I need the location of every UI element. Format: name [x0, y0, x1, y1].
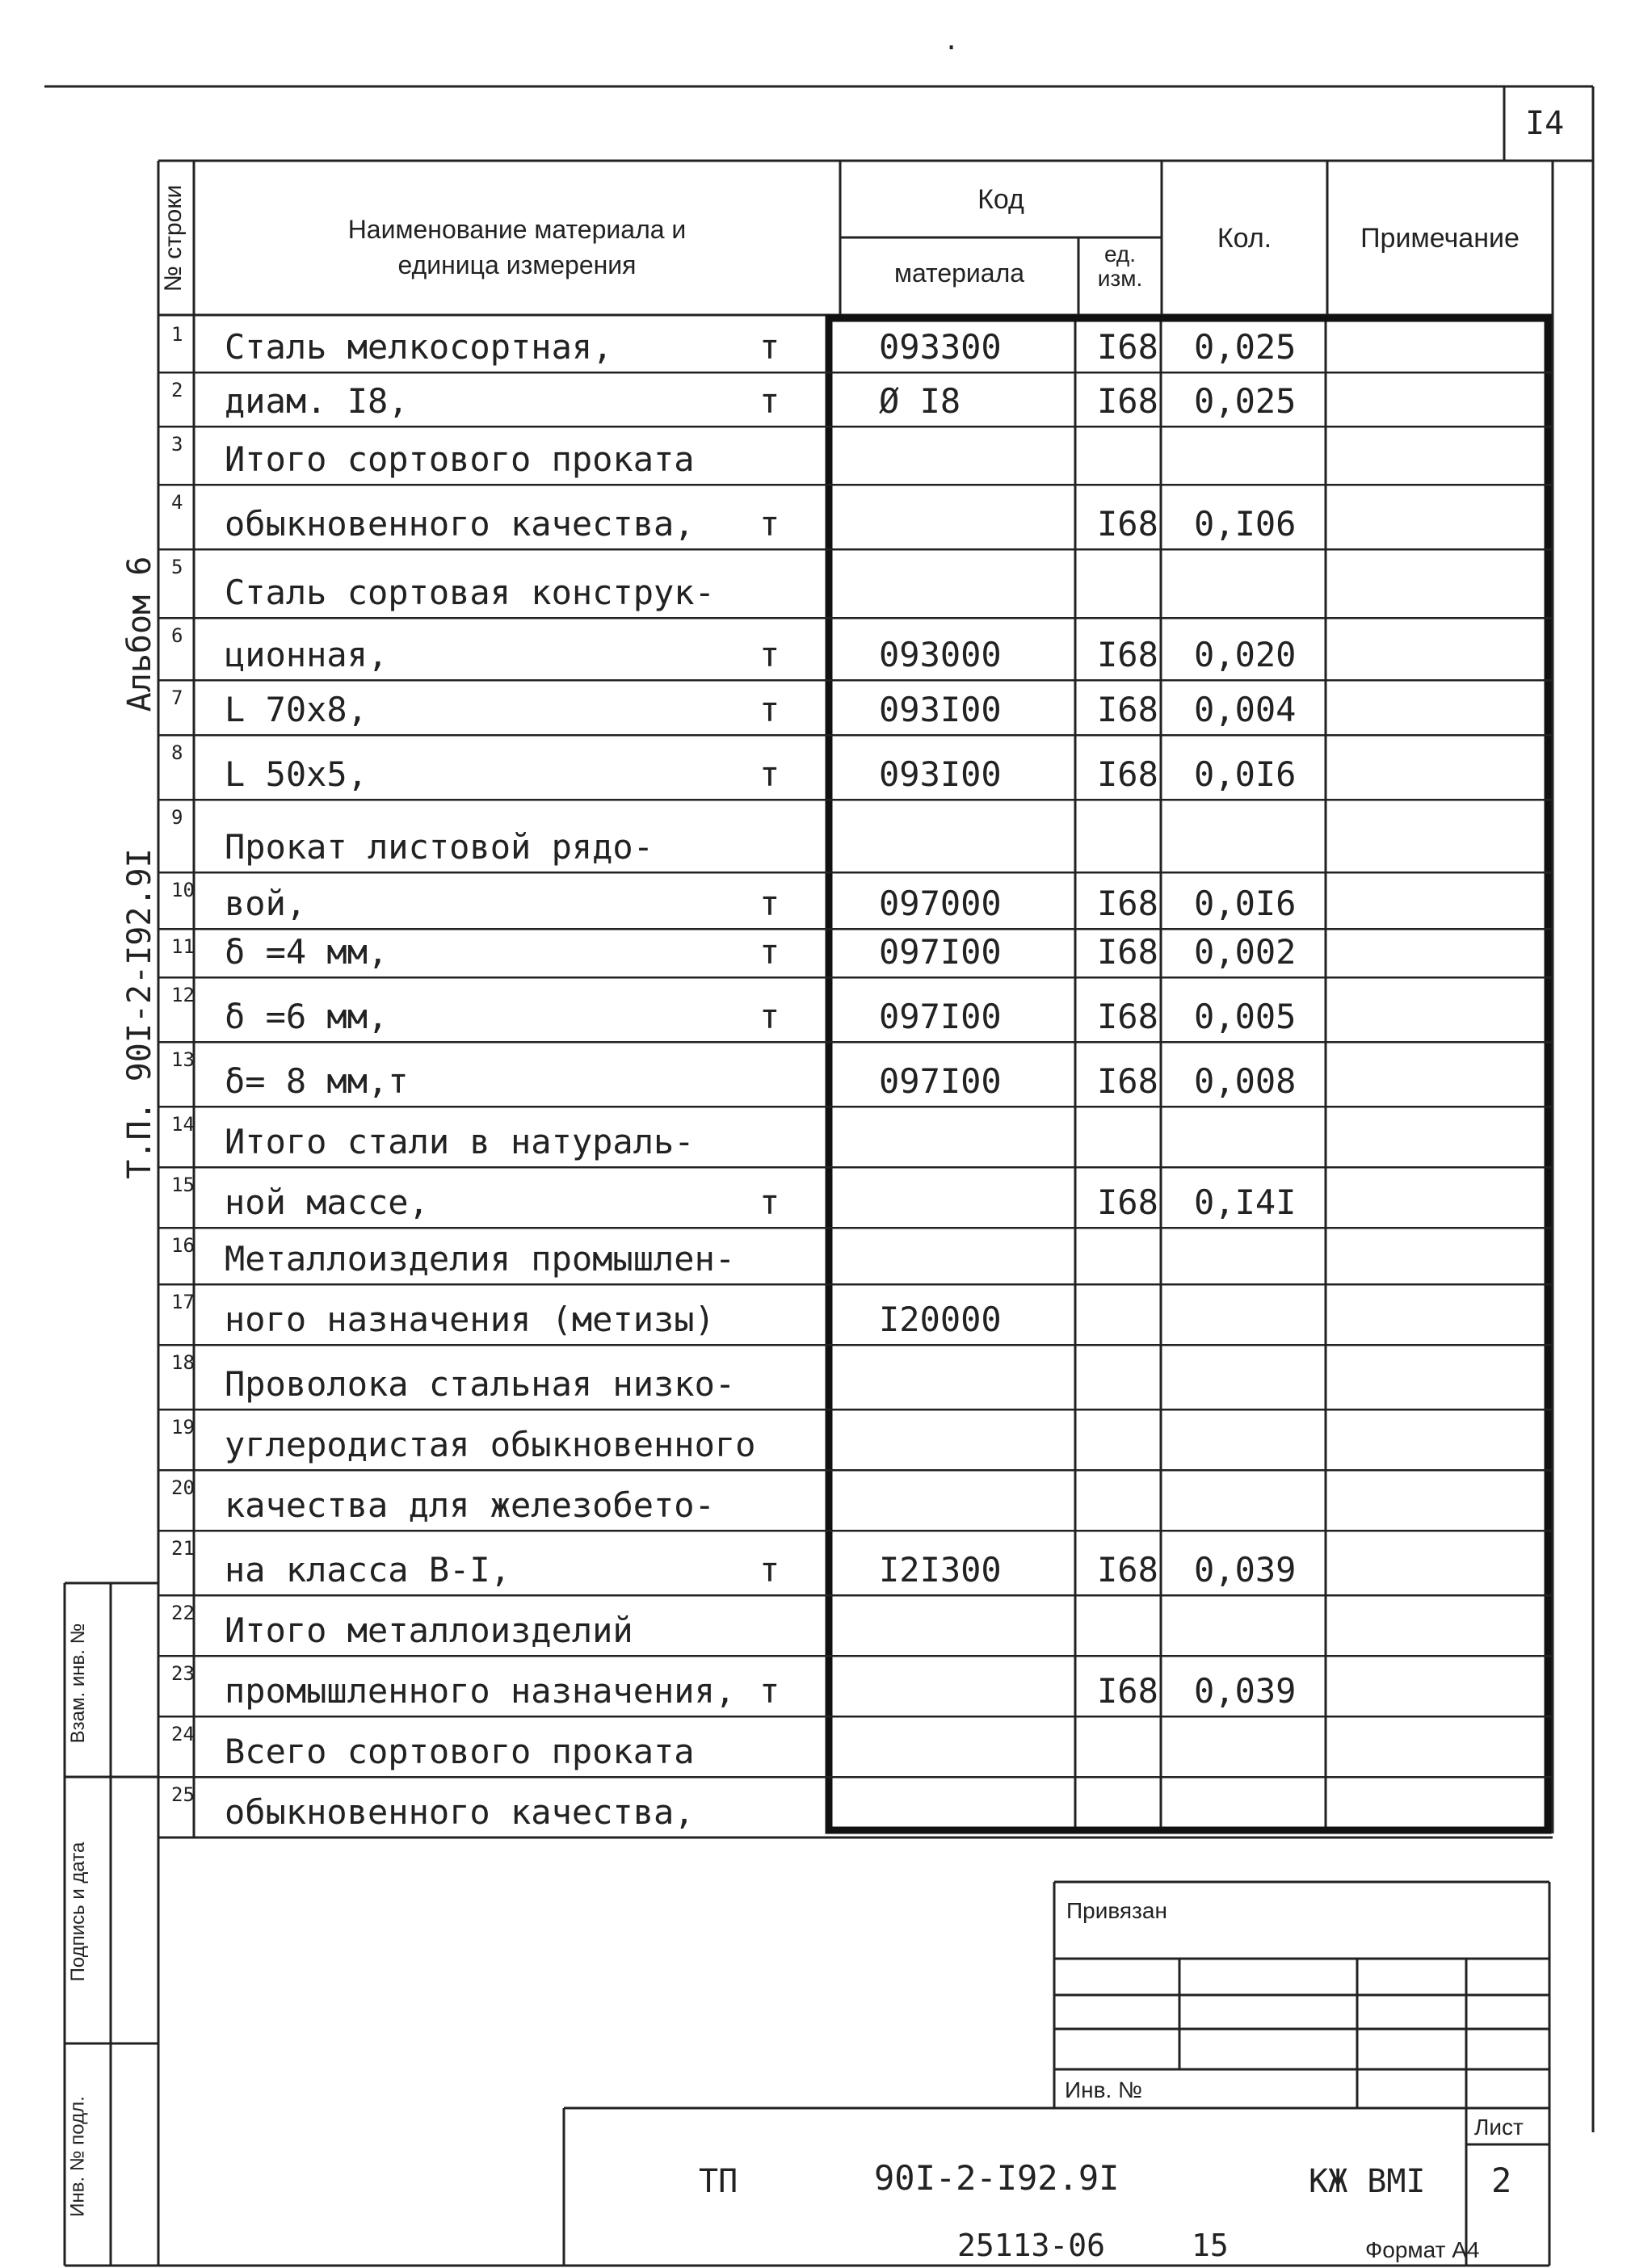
unit-code: I68: [1097, 504, 1158, 544]
code-header: Код: [977, 184, 1024, 215]
sheet-number: I4: [1525, 105, 1565, 142]
row-number: 1: [171, 323, 183, 346]
quantity: 0,025: [1194, 327, 1297, 367]
material-name: ного назначения (метизы): [225, 1300, 715, 1339]
material-name: диам. I8,: [225, 381, 409, 421]
material-name: обыкновенного качества,: [225, 1792, 695, 1832]
name-header: [194, 212, 840, 283]
quantity: 0,025: [1194, 381, 1297, 421]
inv-label: Инв. №: [1065, 2077, 1143, 2102]
unit-letter: т: [759, 1550, 780, 1590]
unit-code: I68: [1097, 997, 1158, 1036]
material-name: δ =4 мм,: [225, 932, 389, 972]
quantity: 0,I4I: [1194, 1182, 1297, 1222]
note-header: Примечание: [1360, 223, 1520, 254]
name-header-line1: Наименование материала и: [347, 215, 687, 244]
archive-number: 25113-06: [957, 2228, 1106, 2263]
row-number: 13: [171, 1048, 195, 1071]
signature-date-label: Подпись и дата: [67, 1842, 89, 1982]
exchange-inv-label: Взам. инв. №: [67, 1623, 89, 1744]
row-number: 16: [171, 1234, 195, 1257]
row-number: 24: [171, 1723, 195, 1745]
row-number: 8: [171, 741, 183, 764]
unit-code-header: [1078, 242, 1162, 291]
page-number: 15: [1192, 2228, 1229, 2263]
material-name: вой,: [225, 884, 307, 923]
material-name: Сталь сортовая конструк-: [225, 573, 715, 612]
quantity: 0,020: [1194, 635, 1297, 674]
material-code: 093I00: [879, 690, 1002, 729]
row-number: 18: [171, 1351, 195, 1374]
material-name: ной массе,: [225, 1182, 429, 1222]
row-number: 5: [171, 556, 183, 578]
name-header-line2: единица измерения: [397, 250, 637, 279]
unit-letter: т: [759, 504, 780, 544]
material-code: 097I00: [879, 1061, 1002, 1101]
quantity: 0,002: [1194, 932, 1297, 972]
original-inv-label: Инв. № подл.: [66, 2096, 89, 2217]
unit-code: I68: [1097, 1671, 1158, 1711]
doc-code: 90I-2-I92.9I: [874, 2158, 1120, 2198]
row-number: 11: [171, 935, 195, 958]
material-name: Сталь мелкосортная,: [225, 327, 613, 367]
material-name: Прокат листовой рядо-: [225, 827, 654, 867]
unit-code: I68: [1097, 1550, 1158, 1590]
row-number: 10: [171, 879, 195, 901]
row-number: 9: [171, 806, 183, 829]
material-name: L 70x8,: [225, 690, 368, 729]
quantity: 0,004: [1194, 690, 1297, 729]
material-code: 097000: [879, 884, 1002, 923]
row-number: 15: [171, 1174, 195, 1196]
material-name: Металлоизделия промышлен-: [225, 1239, 736, 1279]
row-number: 20: [171, 1476, 195, 1499]
material-name: Итого сортового проката: [225, 439, 695, 479]
row-number: 22: [171, 1602, 195, 1624]
row-number: 12: [171, 984, 195, 1006]
unit-code: I68: [1097, 381, 1158, 421]
quantity: 0,0I6: [1194, 754, 1297, 794]
material-code: 093300: [879, 327, 1002, 367]
material-code: 093I00: [879, 754, 1002, 794]
unit-letter: т: [759, 327, 780, 367]
material-name: ционная,: [225, 635, 389, 674]
unit-letter: т: [759, 932, 780, 972]
unit-letter: т: [759, 1182, 780, 1222]
material-code: I2I300: [879, 1550, 1002, 1590]
unit-code: I68: [1097, 754, 1158, 794]
unit-code-header-line1: ед.: [1103, 242, 1137, 267]
unit-letter: т: [759, 635, 780, 674]
material-name: δ= 8 мм,т: [225, 1061, 409, 1101]
material-code: 097I00: [879, 997, 1002, 1036]
sheet-label: Лист: [1474, 2115, 1524, 2140]
material-name: Итого металлоизделий: [225, 1611, 633, 1650]
bound-label: Привязан: [1066, 1898, 1167, 1923]
material-code: I20000: [879, 1300, 1002, 1339]
quantity-header: Кол.: [1217, 223, 1272, 254]
unit-code: I68: [1097, 1061, 1158, 1101]
quantity: 0,0I6: [1194, 884, 1297, 923]
row-number: 7: [171, 687, 183, 709]
row-number: 23: [171, 1662, 195, 1685]
material-name: Проволока стальная низко-: [225, 1364, 736, 1404]
material-code: Ø I8: [879, 381, 961, 421]
material-code-header: материала: [893, 258, 1025, 288]
quantity: 0,039: [1194, 1550, 1297, 1590]
doc-mark: КЖ ВМI: [1309, 2163, 1426, 2200]
material-name: Итого стали в натураль-: [225, 1122, 695, 1161]
unit-code: I68: [1097, 884, 1158, 923]
row-number: 14: [171, 1113, 195, 1136]
row-number: 6: [171, 624, 183, 647]
row-number: 4: [171, 491, 183, 514]
unit-letter: т: [759, 690, 780, 729]
quantity: 0,I06: [1194, 504, 1297, 544]
unit-letter: т: [759, 1671, 780, 1711]
quantity: 0,039: [1194, 1671, 1297, 1711]
top-dot: ·: [944, 32, 960, 63]
project-label: Т.П. 90I-2-I92.9I: [121, 848, 158, 1179]
row-number: 17: [171, 1291, 195, 1313]
material-code: 097I00: [879, 932, 1002, 972]
format-label: Формат А4: [1365, 2237, 1480, 2262]
row-number: 3: [171, 433, 183, 456]
material-name: качества для железобето-: [225, 1485, 715, 1525]
quantity: 0,008: [1194, 1061, 1297, 1101]
material-name: на класса В-I,: [225, 1550, 511, 1590]
unit-code: I68: [1097, 932, 1158, 972]
material-name: Всего сортового проката: [225, 1732, 695, 1771]
unit-code: I68: [1097, 635, 1158, 674]
material-name: обыкновенного качества,: [225, 504, 695, 544]
material-name: L 50x5,: [225, 754, 368, 794]
unit-code: I68: [1097, 690, 1158, 729]
sheet-value: 2: [1491, 2161, 1512, 2200]
row-number: 19: [171, 1416, 195, 1438]
unit-code: I68: [1097, 1182, 1158, 1222]
unit-code-header-line2: изм.: [1097, 266, 1143, 291]
album-label: Альбом 6: [121, 556, 158, 712]
row-number-header: № строки: [160, 184, 187, 292]
row-number: 25: [171, 1783, 195, 1806]
material-code: 093000: [879, 635, 1002, 674]
material-name: δ =6 мм,: [225, 997, 389, 1036]
unit-letter: т: [759, 754, 780, 794]
quantity: 0,005: [1194, 997, 1297, 1036]
unit-letter: т: [759, 884, 780, 923]
unit-letter: т: [759, 997, 780, 1036]
doc-prefix: ТП: [699, 2163, 738, 2200]
row-number: 2: [171, 379, 183, 401]
unit-code: I68: [1097, 327, 1158, 367]
row-number: 21: [171, 1537, 195, 1560]
material-name: углеродистая обыкновенного: [225, 1425, 756, 1464]
unit-letter: т: [759, 381, 780, 421]
material-name: промышленного назначения,: [225, 1671, 736, 1711]
